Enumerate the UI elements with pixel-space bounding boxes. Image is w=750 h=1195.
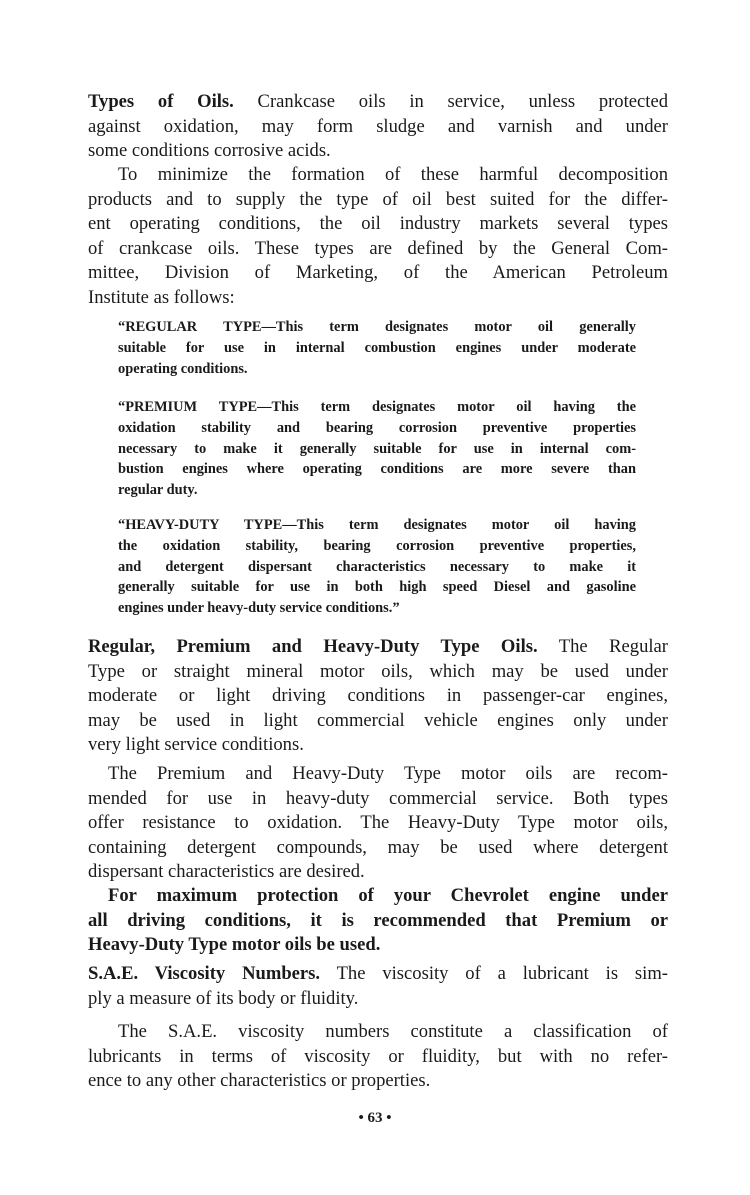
paragraph-heading: Regular, Premium and Heavy-Duty Type Oils.	[88, 636, 538, 657]
paragraph-maximum-protection	[88, 884, 668, 958]
paragraph-sae-viscosity	[88, 962, 668, 1011]
text-line: ent operating conditions, the oil industry markets several types	[88, 213, 668, 234]
paragraph-types-of-oils	[88, 90, 668, 164]
text-line: products and to supply the type of oil best suited for the differ-	[88, 188, 668, 210]
text-line: some conditions corrosive acids.	[88, 140, 331, 161]
text-line: mended for use in heavy-duty commercial service. Both types	[88, 787, 668, 809]
text-line: To minimize the formation of these harmful decomposition	[118, 164, 668, 185]
text-line: regular duty.	[118, 482, 198, 499]
text-line: engines under heavy-duty service conditions.”	[118, 600, 400, 617]
text-line: the oxidation stability, bearing corrosion preventive properties,	[118, 537, 636, 554]
text-line: offer resistance to oxidation. The Heavy-Duty Type motor oils,	[88, 812, 668, 833]
text-line: The Premium and Heavy-Duty Type motor oils are recom-	[108, 763, 668, 784]
text-run: The Regular	[537, 636, 668, 657]
text-line: dispersant characteristics are desired.	[88, 861, 365, 882]
text-line: necessary to make it generally suitable for use in internal com-	[118, 440, 636, 457]
paragraph-regular-premium-heavy	[88, 635, 668, 758]
paragraph-premium-heavy-recommended	[88, 762, 668, 885]
text-line: “REGULAR TYPE—This term designates motor oil generally	[118, 319, 636, 335]
text-line: all driving conditions, it is recommended that Premium or	[88, 909, 668, 931]
text-line: “HEAVY-DUTY TYPE—This term designates motor oil having	[118, 517, 636, 533]
text-run: The viscosity of a lubricant is sim-	[320, 963, 668, 984]
text-line: operating conditions.	[118, 360, 248, 377]
text-line: moderate or light driving conditions in passenger-car engines,	[88, 685, 668, 706]
text-line: For maximum protection of your Chevrolet engine under	[108, 885, 668, 906]
text-line: ence to any other characteristics or properties.	[88, 1070, 431, 1091]
paragraph-regular-type	[118, 317, 636, 379]
text-line: The S.A.E. viscosity numbers constitute a classification of	[118, 1021, 668, 1042]
text-line: ply a measure of its body or fluidity.	[88, 987, 359, 1009]
text-line: of crankcase oils. These types are defined by the General Com-	[88, 237, 668, 259]
paragraph-sae-classification	[88, 1020, 668, 1094]
text-line: against oxidation, may form sludge and varnish and under	[88, 115, 668, 137]
paragraph-minimize	[88, 163, 668, 310]
paragraph-heading: Types of Oils.	[88, 91, 234, 112]
paragraph-heavy-duty-type	[118, 515, 636, 619]
text-line: oxidation stability and bearing corrosion preventive properties	[118, 419, 636, 436]
text-line: generally suitable for use in both high speed Diesel and gasoline	[118, 579, 636, 596]
text-line: Institute as follows:	[88, 286, 235, 308]
text-line: lubricants in terms of viscosity or fluidity, but with no refer-	[88, 1045, 668, 1067]
text-line: suitable for use in internal combustion engines under moderate	[118, 339, 636, 356]
text-line: bustion engines where operating conditions are more severe than	[118, 461, 636, 478]
text-line	[88, 90, 668, 115]
text-line: containing detergent compounds, may be used where detergent	[88, 836, 668, 858]
text-line: and detergent dispersant characteristics necessary to make it	[118, 558, 636, 575]
page-number: • 63 •	[358, 1110, 392, 1126]
text-line: may be used in light commercial vehicle engines only under	[88, 709, 668, 731]
text-line: “PREMIUM TYPE—This term designates motor oil having the	[118, 399, 636, 415]
paragraph-heading: S.A.E. Viscosity Numbers.	[88, 963, 321, 984]
paragraph-premium-type	[118, 397, 636, 501]
text-line	[88, 962, 668, 987]
text-line: mittee, Division of Marketing, of the American Petroleum	[88, 262, 668, 283]
text-line: Heavy-Duty Type motor oils be used.	[88, 934, 381, 955]
text-line: Type or straight mineral motor oils, which may be used under	[88, 660, 668, 682]
text-line: very light service conditions.	[88, 734, 304, 755]
text-line	[88, 635, 668, 660]
text-run: Crankcase oils in service, unless protected	[233, 91, 668, 112]
